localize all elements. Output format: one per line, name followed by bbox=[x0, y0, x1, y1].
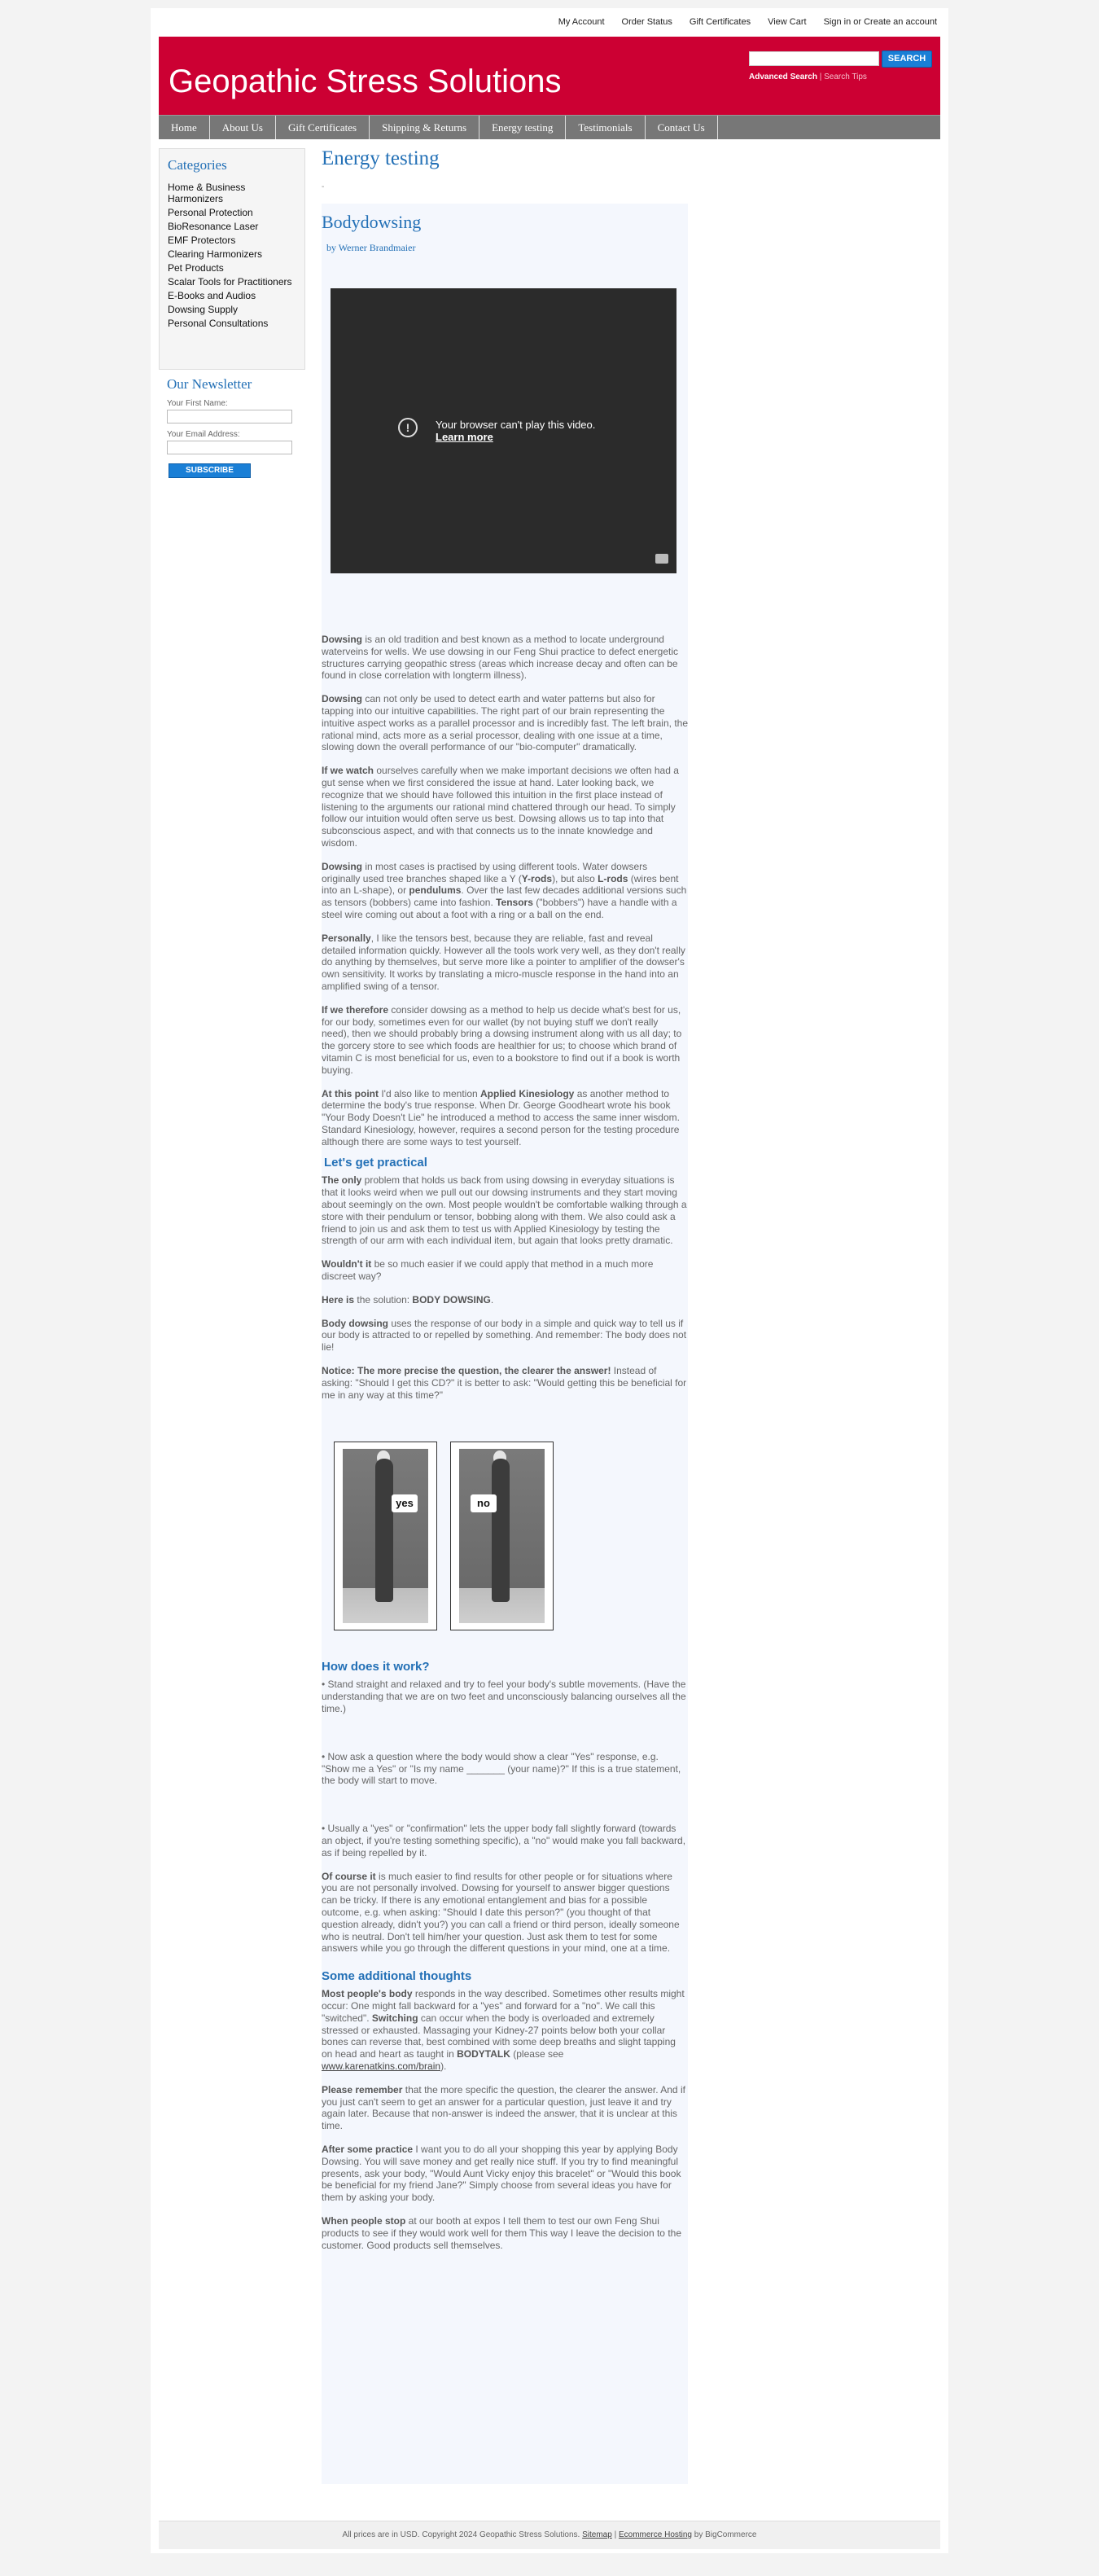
footer-separator: | bbox=[611, 2530, 619, 2539]
category-list bbox=[168, 182, 302, 331]
category-item[interactable]: Clearing Harmonizers bbox=[168, 248, 263, 260]
view-cart-link[interactable]: View Cart bbox=[768, 17, 807, 27]
top-links bbox=[541, 17, 937, 27]
page-container bbox=[151, 8, 948, 2553]
paragraph: Most people's body responds in the way described. Sometimes other results might occur: One might fall backward for a "yes" and forward for a "no". We call this "switched". Switching can occur when the body is overloaded and extremely stressed or exhausted. Massaging your Kidney-27 points below both your collar bones can reverse that, best combined with some deep breaths and slight tapping on head and heart as taught in BODYTALK (please see www.karenatkins.com/brain). bbox=[322, 1988, 685, 2072]
person-figure bbox=[492, 1459, 510, 1602]
category-item[interactable]: Personal Protection bbox=[168, 207, 253, 218]
my-account-link[interactable]: My Account bbox=[558, 17, 605, 27]
heading-additional-thoughts: Some additional thoughts bbox=[322, 1969, 472, 1984]
article-byline: by Werner Brandmaier bbox=[326, 242, 416, 253]
site-footer bbox=[159, 2521, 940, 2549]
nav-energy-testing[interactable]: Energy testing bbox=[479, 116, 566, 139]
nav-about-us[interactable]: About Us bbox=[210, 116, 276, 139]
video-error-text: Your browser can't play this video. bbox=[436, 419, 596, 431]
paragraph: Dowsing is an old tradition and best known as a method to locate underground waterveins for wells. We use dowsing in our Feng Shui practice to defect energetic structures carrying geopathic stress (areas which increase decay and often can be found in close correlation with longterm illness). bbox=[322, 634, 678, 682]
heading-how-it-works: How does it work? bbox=[322, 1660, 430, 1674]
yes-no-illustration bbox=[322, 1442, 688, 1645]
fullscreen-icon[interactable] bbox=[655, 554, 668, 564]
paragraph: If we therefore consider dowsing as a method to help us decide what's best for us, for our body, sometimes even for our wallet (by not buying stuff we don't really need), then we should probably bring a dowsing instrument along with us all day; to the gorcery store to see which foods are healthier for us; to choose which brand of vitamin C is most beneficial for us, even to a bookstore to find out if a book is worth buying. bbox=[322, 1003, 682, 1076]
category-item[interactable]: Scalar Tools for Practitioners bbox=[168, 276, 292, 287]
paragraph: At this point I'd also like to mention Applied Kinesiology as another method to determine the body's true response. When Dr. George Goodheart wrote his book "Your Body Doesn't Lie" he introduced a method to access the same inner wisdom. Standard Kinesiology, however, requires a second person for the testing procedure although there are some ways to test yourself. bbox=[322, 1087, 680, 1148]
subscribe-button[interactable]: SUBSCRIBE bbox=[169, 463, 251, 478]
bullet-item: • Now ask a question where the body would show a clear "Yes" response, e.g. "Show me a Yes" or "Is my name _______ (your name)?" If this is a true statement, the body will start to move. bbox=[322, 1750, 681, 1787]
paragraph: Dowsing can not only be used to detect earth and water patterns but also for tapping into our intuitive capabilities. The right part of our brain representing the intuitive aspect works as a parallel processor and is incredibly fast. The left brain, the rational mind, acts more as a serial processor, dealing with one issue at a time, slowing down the overall performance of our "bio-computer" dramatically. bbox=[322, 693, 688, 753]
paragraph: Notice: The more precise the question, the clearer the answer! Instead of asking: "Should I get this CD?" it is better to ask: "Would getting this be beneficial for me in any way at this time?" bbox=[322, 1365, 687, 1401]
no-label: no bbox=[471, 1494, 497, 1512]
first-name-label: Your First Name: bbox=[167, 399, 228, 408]
bullet-item: • Stand straight and relaxed and try to feel your body's subtle movements. (Have the understanding that we are on two feet and unconsciously balancing ourselves all the time.) bbox=[322, 1679, 686, 1715]
no-pose-image bbox=[450, 1442, 554, 1630]
bullet-item: • Usually a "yes" or "confirmation" lets the upper body fall slightly forward (towards an object, if you're testing something specific), a "no" would make you fall backward, as if being repelled by it. bbox=[322, 1823, 686, 1858]
sign-in-link[interactable]: Sign in or Create an account bbox=[823, 17, 937, 27]
search-input[interactable] bbox=[749, 51, 879, 66]
search-tips-link[interactable]: Search Tips bbox=[824, 72, 867, 81]
nav-contact-us[interactable]: Contact Us bbox=[646, 116, 718, 139]
main-nav bbox=[159, 115, 940, 139]
category-item[interactable]: Pet Products bbox=[168, 262, 224, 274]
yes-label: yes bbox=[392, 1494, 418, 1512]
categories-panel bbox=[159, 148, 305, 370]
order-status-link[interactable]: Order Status bbox=[621, 17, 672, 27]
paragraph: Please remember that the more specific the question, the clearer the answer. And if you just can't seem to get an answer for a particular question, just leave it and try again later. Because that non-answer is indeed the answer, that it is unclear at this time. bbox=[322, 2083, 685, 2132]
footer-copyright: All prices are in USD. Copyright 2024 Geopathic Stress Solutions. bbox=[342, 2530, 583, 2539]
paragraph: Body dowsing uses the response of our body in a simple and quick way to tell us if our body is attracted to or repelled by something. And remember: The body does not lie! bbox=[322, 1317, 687, 1354]
paragraph: Dowsing in most cases is practised by using different tools. Water dowsers originally used tree branches shaped like a Y (Y-rods), but also L-rods (wires bent into an L-shape), or pendulums. Over the last few decades additional versions such as tensors (bobbers) came into fashion. Tensors ("bobbers") have a handle with a steel wire coming out about a foot with a ring or a ball on the end. bbox=[322, 860, 687, 920]
article-body bbox=[322, 634, 688, 2262]
search-links-separator: | bbox=[819, 72, 822, 81]
categories-title: Categories bbox=[168, 157, 227, 173]
paragraph: Here is the solution: BODY DOWSING. bbox=[322, 1293, 494, 1306]
video-player[interactable] bbox=[331, 288, 676, 573]
article bbox=[322, 204, 688, 2484]
gift-certificates-link[interactable]: Gift Certificates bbox=[689, 17, 751, 27]
category-item[interactable]: BioResonance Laser bbox=[168, 221, 259, 232]
category-item[interactable]: EMF Protectors bbox=[168, 235, 236, 246]
page-title: Energy testing bbox=[322, 147, 440, 169]
search-links bbox=[749, 72, 867, 81]
category-item[interactable]: Personal Consultations bbox=[168, 318, 269, 329]
site-header bbox=[159, 37, 940, 115]
nav-testimonials[interactable]: Testimonials bbox=[566, 116, 645, 139]
newsletter-panel bbox=[159, 376, 305, 478]
category-item[interactable]: Home & Business Harmonizers bbox=[168, 182, 246, 204]
nav-shipping-returns[interactable]: Shipping & Returns bbox=[370, 116, 479, 139]
paragraph: Wouldn't it be so much easier if we could apply that method in a much more discreet way? bbox=[322, 1258, 654, 1283]
advanced-search-link[interactable]: Advanced Search bbox=[749, 72, 817, 81]
nav-home[interactable]: Home bbox=[159, 116, 210, 139]
site-logo[interactable]: Geopathic Stress Solutions bbox=[169, 64, 562, 99]
category-item[interactable]: Dowsing Supply bbox=[168, 304, 239, 315]
email-input[interactable] bbox=[167, 441, 292, 454]
ecommerce-hosting-link[interactable]: Ecommerce Hosting bbox=[618, 2530, 692, 2539]
article-title: Bodydowsing bbox=[322, 212, 422, 232]
email-label: Your Email Address: bbox=[167, 430, 240, 439]
newsletter-title: Our Newsletter bbox=[167, 376, 252, 392]
learn-more-link[interactable]: Learn more bbox=[436, 431, 493, 443]
paragraph: Personally, I like the tensors best, because they are reliable, fast and reveal detailed information quickly. However all the tools work very well, as they don't really do anything by themselves, but serve more like a pointer to amplifier of the dowser's own sensitivity. It works by translating a micro-muscle response in the hand into an amplified swing of a tensor. bbox=[322, 932, 685, 992]
person-figure bbox=[375, 1459, 393, 1602]
paragraph: After some practice I want you to do all your shopping this year by applying Body Dowsing. You will save money and get really nice stuff. If you try to find meaningful presents, ask your body, "Would Aunt Vicky enjoy this bracelet" or "Would this book be beneficial for my friend Jane?" Simply choose from several ideas you have for them by asking your body. bbox=[322, 2143, 681, 2204]
heading-practical: Let's get practical bbox=[324, 1156, 427, 1170]
warning-icon: ! bbox=[398, 418, 418, 437]
sitemap-link[interactable]: Sitemap bbox=[582, 2530, 612, 2539]
page-title-dash: - bbox=[322, 182, 325, 191]
first-name-input[interactable] bbox=[167, 410, 292, 423]
category-item[interactable]: E-Books and Audios bbox=[168, 290, 256, 301]
paragraph: When people stop at our booth at expos I tell them to test our own Feng Shui products to see if they would work well for them This way I leave the decision to the customer. Good products sell themselves. bbox=[322, 2214, 681, 2251]
paragraph: Of course it is much easier to find results for other people or for situations where you are not personally involved. Dowsing for yourself to answer bigger questions can be tricky. If there is any emotional entanglement and bias for a possible outcome, e.g. when asking: "Should I date this person?" (you thought of that question already, didn't you?) you can call a friend or third person, ideally someone who is neutral. Don't tell him/her your question. Just ask them to test for some answers while you go through the different questions in your mind, one at a time. bbox=[322, 1870, 680, 1955]
karenatkins-link[interactable]: www.karenatkins.com/brain bbox=[322, 2060, 441, 2072]
nav-gift-certificates[interactable]: Gift Certificates bbox=[276, 116, 370, 139]
paragraph: If we watch ourselves carefully when we make important decisions we often had a gut sense when we first considered the issue at hand. Later looking back, we recognize that we should have followed this intuition in the first place instead of listening to the arguments our rational mind chattered through our head. To simply follow our intuition would often serve us best. Dowsing allows us to tap into that subconscious aspect, and with that connects us to the innate knowledge and wisdom. bbox=[322, 765, 679, 849]
search-button[interactable]: SEARCH bbox=[882, 50, 932, 68]
footer-credit: by BigCommerce bbox=[692, 2530, 757, 2539]
video-message bbox=[436, 419, 595, 443]
yes-pose-image bbox=[334, 1442, 437, 1630]
paragraph: The only problem that holds us back from using dowsing in everyday situations is that it looks weird when we pull out our dowsing instruments and they start moving about seemingly on the own. Most people wouldn't be comfortable walking through a store with their pendulum or tensor, bobbing along with them. We also could ask a friend to join us and ask them to test us with Applied Kinesiology by testing the strength of our arm with each individual item, but again that looks pretty dramatic. bbox=[322, 1174, 687, 1247]
